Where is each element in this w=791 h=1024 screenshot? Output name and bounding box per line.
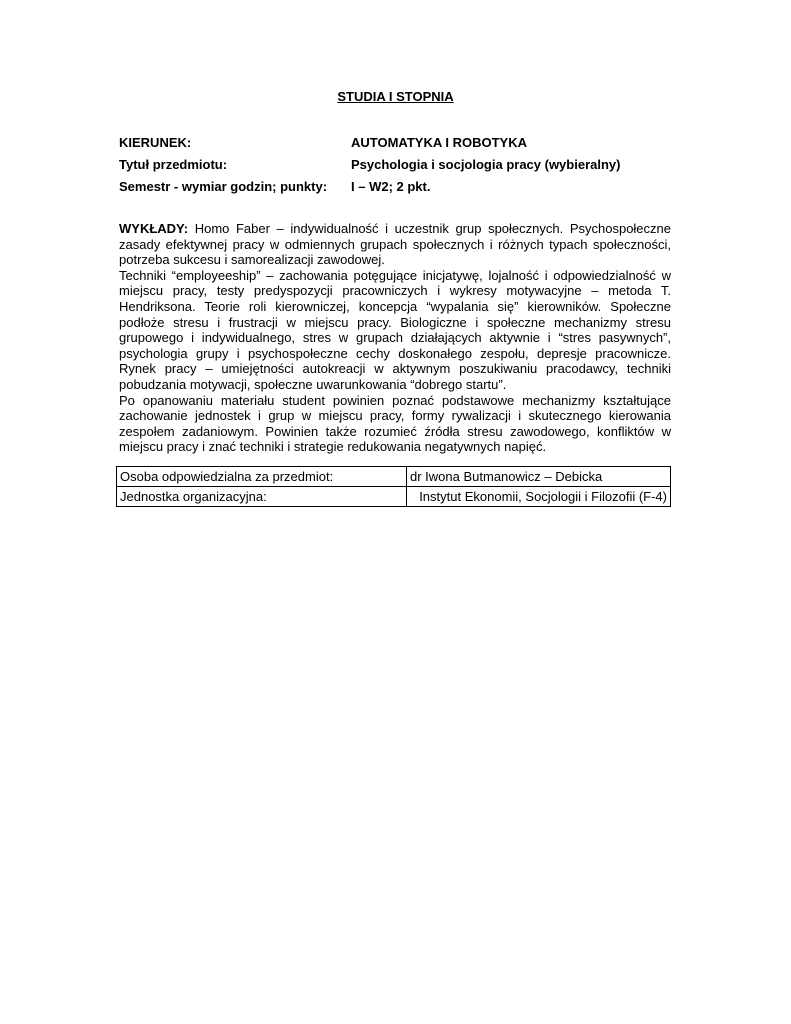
semester-value: I – W2; 2 pkt. — [351, 179, 431, 194]
organizational-unit-value: Instytut Ekonomii, Socjologii i Filozofii (F-4) — [407, 487, 671, 507]
organizational-unit-label: Jednostka organizacyjna: — [117, 487, 407, 507]
course-title-label: Tytuł przedmiotu: — [119, 157, 228, 172]
lectures-paragraph-1 — [119, 221, 671, 268]
info-row-semester — [119, 179, 679, 197]
course-title-value: Psychologia i socjologia pracy (wybieralny) — [351, 157, 621, 172]
page-title: STUDIA I STOPNIA — [337, 89, 454, 104]
lectures-paragraph-2: Techniki “employeeship” – zachowania potęgujące inicjatywę, lojalność i odpowiedzialność w miejscu pracy, testy predyspozycji pracowniczych i wykresy motywacyjne – metoda T. Hendriksona. Teorie roli kierowniczej, koncepcja “wypalania się” kierowników. Społeczne podłoże stresu i frustracji w miejscu pracy. Biologiczne i społeczne mechanizmy stresu grupowego i indywidualnego, stres w grupach działających aktywnie i “stres pasywnych”, psychologia grupy i psychospołeczne cechy doskonałego zespołu, depresje pracownicze. Rynek pracy – umiejętności autokreacji w aktywnym poszukiwaniu pracodawcy, techniki pobudzania motywacji, społeczne uwarunkowania “dobrego startu”. — [119, 267, 671, 392]
responsible-person-label: Osoba odpowiedzialna za przedmiot: — [117, 467, 407, 487]
semester-label: Semestr - wymiar godzin; punkty: — [119, 179, 328, 194]
responsible-person-value: dr Iwona Butmanowicz – Debicka — [407, 467, 671, 487]
lectures-paragraph-3: Po opanowaniu materiału student powinien poznać podstawowe mechanizmy kształtujące zachowanie jednostek i grup w miejscu pracy, formy rywalizacji i skutecznego kierowania zespołem zadaniowym. Powinien także rozumieć źródła stresu zawodowego, konfliktów w miejscu pracy i znać techniki i strategie redukowania negatywnych napięć. — [119, 392, 671, 455]
info-row-course-title — [119, 157, 679, 175]
field-of-study-label: KIERUNEK: — [119, 135, 192, 150]
lectures-section — [119, 221, 671, 455]
responsibility-table — [116, 466, 671, 507]
table-row — [117, 487, 671, 507]
table-row — [117, 467, 671, 487]
lectures-heading: WYKŁADY: — [119, 221, 189, 236]
info-row-field-of-study — [119, 135, 679, 153]
field-of-study-value: AUTOMATYKA I ROBOTYKA — [351, 135, 527, 150]
lectures-text-1: Homo Faber – indywidualność i uczestnik grup społecznych. Psychospołeczne zasady efektywnej pracy w odmiennych grupach społecznych i różnych typach społeczności, potrzeba sukcesu i samorealizacji zawodowej. — [119, 221, 671, 268]
